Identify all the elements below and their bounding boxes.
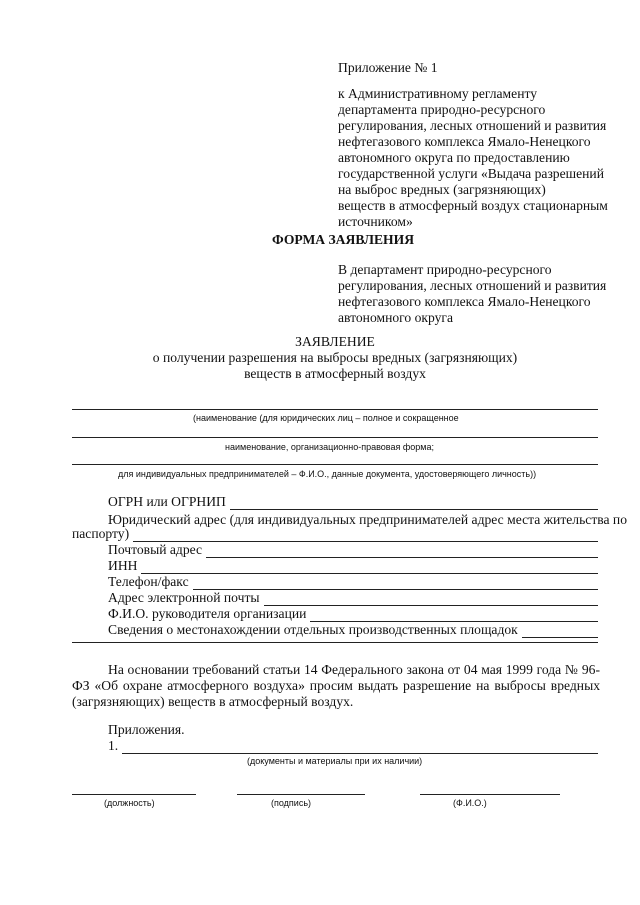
sites-input-line[interactable]	[522, 625, 598, 638]
inn-input-line[interactable]	[141, 561, 598, 574]
applicant-name-line[interactable]	[72, 409, 598, 410]
application-subtitle: о получении разрешения на выбросы вредных (загрязняющих)	[152, 350, 518, 365]
addressee-line: В департамент природно-ресурсного	[338, 262, 552, 277]
postal-input-line[interactable]	[206, 545, 598, 558]
appendix-line: департамента природно-ресурсного	[338, 102, 546, 117]
head-input-line[interactable]	[310, 609, 598, 622]
legal-address-label: Юридический адрес (для индивидуальных предпринимателей адрес места жительства по	[108, 512, 627, 527]
application-title: ЗАЯВЛЕНИЕ	[295, 334, 375, 349]
ogrn-input-line[interactable]	[230, 497, 598, 510]
body-paragraph: На основании требований статьи 14 Федерального закона от 04 мая 1999 года № 96-ФЗ «Об охране атмосферного воздуха» просим выдать разрешение на выбросы вредных (загрязняющих) веществ в атмосферный воздух.	[72, 662, 600, 709]
head-row	[108, 606, 598, 622]
appendix-text	[338, 86, 608, 230]
postal-label: Почтовый адрес	[108, 542, 203, 557]
applicant-ip-line[interactable]	[72, 464, 598, 465]
appendix-title: Приложение № 1	[338, 60, 438, 75]
appendix-line: нефтегазового комплекса Ямало-Ненецкого	[338, 134, 591, 149]
phone-input-line[interactable]	[193, 577, 598, 590]
phone-label: Телефон/факс	[108, 574, 189, 589]
applicant-form-line[interactable]	[72, 437, 598, 438]
sites-row	[108, 622, 598, 638]
addressee-line: регулирования, лесных отношений и развития	[338, 278, 607, 293]
sites-extra-line[interactable]	[72, 642, 598, 643]
appendix-line: источником»	[338, 214, 413, 229]
attachments-title: Приложения.	[108, 722, 185, 737]
appendix-line: веществ в атмосферный воздух стационарным	[338, 198, 608, 213]
appendix-line: регулирования, лесных отношений и развития	[338, 118, 607, 133]
appendix-line: государственной услуги «Выдача разрешений	[338, 166, 604, 181]
email-row	[108, 590, 598, 606]
position-caption: (должность)	[104, 798, 155, 808]
hint-ip: для индивидуальных предпринимателей – Ф.И.О., данные документа, удостоверяющего личность))	[118, 469, 537, 479]
signature-line[interactable]	[237, 794, 365, 795]
addressee-line: нефтегазового комплекса Ямало-Ненецкого	[338, 294, 591, 309]
legal-address-row	[72, 526, 598, 542]
addressee-line: автономного округа	[338, 310, 454, 325]
postal-row	[108, 542, 598, 558]
inn-label: ИНН	[108, 558, 138, 573]
form-title: ФОРМА ЗАЯВЛЕНИЯ	[272, 232, 415, 247]
name-caption: (Ф.И.О.)	[453, 798, 487, 808]
ogrn-row	[108, 494, 598, 510]
attachment-row	[108, 738, 598, 754]
attachment-input-line[interactable]	[122, 741, 598, 754]
phone-row	[108, 574, 598, 590]
application-subtitle: веществ в атмосферный воздух	[244, 366, 426, 381]
position-line[interactable]	[72, 794, 196, 795]
legal-address-input-line[interactable]	[133, 529, 598, 542]
attachment-number: 1.	[108, 738, 119, 753]
appendix-line: автономного округа по предоставлению	[338, 150, 570, 165]
signature-caption: (подпись)	[271, 798, 312, 808]
hint-name: (наименование (для юридических лиц – полное и сокращенное	[193, 413, 459, 423]
legal-address-cont: паспорту)	[72, 526, 130, 541]
attachments-hint: (документы и материалы при их наличии)	[247, 756, 423, 766]
ogrn-label: ОГРН или ОГРНИП	[108, 494, 226, 509]
name-line[interactable]	[420, 794, 560, 795]
email-label: Адрес электронной почты	[108, 590, 260, 605]
appendix-line: на выброс вредных (загрязняющих)	[338, 182, 546, 197]
email-input-line[interactable]	[264, 593, 598, 606]
hint-form: наименование, организационно-правовая форма;	[225, 442, 434, 452]
sites-label: Сведения о местонахождении отдельных производственных площадок	[108, 622, 518, 637]
addressee	[338, 262, 606, 326]
head-label: Ф.И.О. руководителя организации	[108, 606, 307, 621]
inn-row	[108, 558, 598, 574]
appendix-line: к Административному регламенту	[338, 86, 538, 101]
